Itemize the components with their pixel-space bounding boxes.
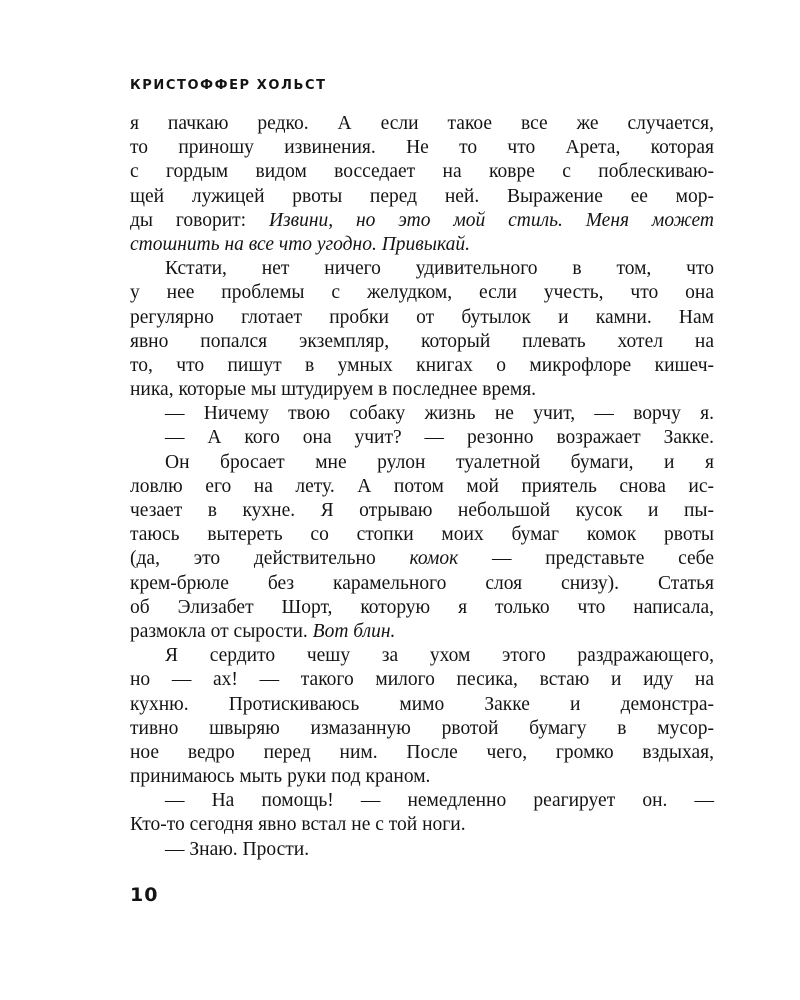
text-line: ное ведро перед ним. После чего, громко вздыхая,	[130, 741, 714, 763]
body-text	[130, 112, 714, 862]
text-line: тивно швыряю измазанную рвотой бумагу в мусор-	[130, 717, 714, 739]
italic-run: Извини, но это мой стиль. Меня может	[268, 209, 715, 231]
page-number: 10	[130, 884, 159, 906]
text-run: ды говорит:	[130, 209, 269, 231]
text-run: размокла от сырости.	[130, 620, 313, 642]
running-head: КРИСТОФФЕР ХОЛЬСТ	[130, 78, 327, 93]
text-line	[130, 233, 714, 257]
text-line	[130, 547, 714, 571]
text-line: то приношу извинения. Не то что Арета, которая	[130, 137, 714, 159]
text-line: Кстати, нет ничего удивительного в том, что	[165, 258, 714, 280]
text-line: явно попался экземпляр, который плевать хотел на	[130, 330, 714, 352]
text-line: — На помощь! — немедленно реагирует он. —	[165, 790, 714, 812]
text-line: у нее проблемы с желудком, если учесть, что она	[130, 282, 714, 304]
text-line: щей лужицей рвоты перед ней. Выражение ее мор-	[130, 185, 714, 207]
text-line: чезает в кухне. Я отрываю небольшой кусок и пы-	[130, 500, 714, 521]
italic-run: Вот блин.	[312, 620, 396, 642]
text-line: с гордым видом восседает на ковре с поблескиваю-	[130, 161, 714, 183]
text-run: — представьте себе	[458, 548, 714, 570]
text-line: принимаюсь мыть руки под краном.	[130, 766, 431, 788]
text-line: Он бросает мне рулон туалетной бумаги, и я	[165, 451, 714, 473]
text-line: — Ничему твою собаку жизнь не учит, — ворчу я.	[165, 403, 714, 425]
text-line: об Элизабет Шорт, которую я только что написала,	[130, 596, 714, 618]
text-line: ловлю его на лету. А потом мой приятель снова ис-	[130, 475, 714, 497]
italic-run: стошнить на все что угодно. Привыкай.	[130, 233, 470, 255]
text-line: Кто-то сегодня явно встал не с той ноги.	[130, 814, 466, 836]
text-line: то, что пишут в умных книгах о микрофлоре кишеч-	[130, 354, 714, 376]
text-line: Я сердито чешу за ухом этого раздражающего,	[165, 645, 714, 667]
text-line: крем-брюле без карамельного слоя снизу). Статья	[130, 572, 714, 594]
text-line	[130, 620, 714, 644]
text-line: регулярно глотает пробки от бутылок и камни. Нам	[130, 306, 714, 328]
text-line: — А кого она учит? — резонно возражает Закке.	[165, 427, 714, 449]
italic-run: комок	[409, 548, 459, 570]
text-line: но — ах! — такого милого песика, встаю и иду на	[130, 669, 714, 691]
text-line: таюсь вытереть со стопки моих бумаг комок рвоты	[130, 524, 714, 546]
text-line: — Знаю. Прости.	[165, 838, 310, 860]
text-line	[130, 209, 714, 233]
text-line: я пачкаю редко. А если такое все же случается,	[130, 113, 714, 134]
text-line: ника, которые мы штудируем в последнее время.	[130, 379, 537, 401]
text-run: (да, это действительно	[130, 548, 410, 570]
text-line: кухню. Протискиваюсь мимо Закке и демонстра-	[130, 693, 714, 715]
